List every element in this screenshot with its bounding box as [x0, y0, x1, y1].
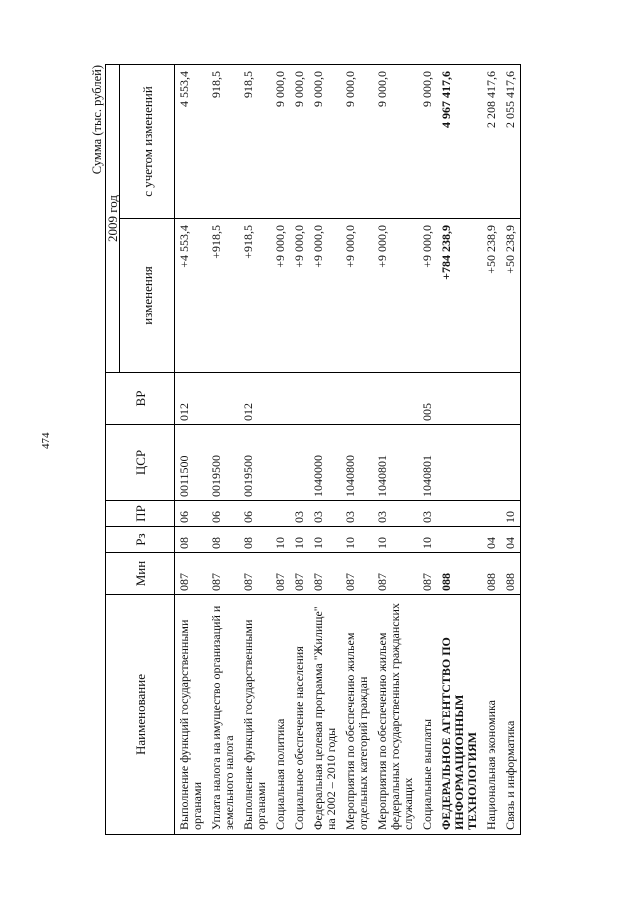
row-pr [482, 501, 501, 527]
row-rz: 10 [418, 527, 437, 553]
row-pr: 10 [501, 501, 521, 527]
row-vr [482, 373, 501, 425]
row-csr [482, 425, 501, 501]
row-name: Социальное обеспечение населения [290, 595, 309, 835]
table-body [175, 65, 521, 835]
table-row [290, 65, 309, 835]
row-with-changes: 9 000,0 [341, 65, 373, 219]
row-with-changes: 9 000,0 [290, 65, 309, 219]
row-with-changes: 2 055 417,6 [501, 65, 521, 219]
budget-table [105, 64, 521, 835]
row-csr: 1040801 [373, 425, 418, 501]
row-min: 087 [341, 553, 373, 595]
row-rz: 10 [341, 527, 373, 553]
row-csr: 0019500 [207, 425, 239, 501]
row-csr [501, 425, 521, 501]
table-row [175, 65, 208, 835]
row-pr: 06 [239, 501, 271, 527]
row-rz: 10 [271, 527, 290, 553]
row-csr: 1040000 [309, 425, 341, 501]
col-header-changes: изменения [120, 219, 175, 373]
row-changes: +918,5 [239, 219, 271, 373]
col-header-rz: Рз [106, 527, 175, 553]
col-header-pr: ПР [106, 501, 175, 527]
row-min: 087 [175, 553, 208, 595]
row-vr [437, 373, 482, 425]
col-header-name: Наименование [106, 595, 175, 835]
row-name: Выполнение функций государственными органами [175, 595, 208, 835]
table-row [341, 65, 373, 835]
row-csr: 0011500 [175, 425, 208, 501]
row-min: 087 [207, 553, 239, 595]
row-name: Социальная политика [271, 595, 290, 835]
row-with-changes: 9 000,0 [309, 65, 341, 219]
rotated-budget-table [90, 65, 570, 835]
row-rz [437, 527, 482, 553]
row-pr: 03 [309, 501, 341, 527]
row-name: Мероприятия по обеспечению жильем отдельных категорий граждан [341, 595, 373, 835]
row-name: Социальные выплаты [418, 595, 437, 835]
table-row [239, 65, 271, 835]
row-pr: 03 [418, 501, 437, 527]
row-csr [271, 425, 290, 501]
row-vr [309, 373, 341, 425]
row-rz: 10 [373, 527, 418, 553]
col-header-min: Мин [106, 553, 175, 595]
col-header-vr: ВР [106, 373, 175, 425]
row-vr [290, 373, 309, 425]
row-rz: 08 [175, 527, 208, 553]
row-csr [290, 425, 309, 501]
row-with-changes: 9 000,0 [271, 65, 290, 219]
row-min: 087 [309, 553, 341, 595]
row-name: Связь и информатика [501, 595, 521, 835]
row-vr: 012 [239, 373, 271, 425]
row-pr: 03 [373, 501, 418, 527]
row-csr: 0019500 [239, 425, 271, 501]
row-pr: 03 [290, 501, 309, 527]
row-changes: +9 000,0 [271, 219, 290, 373]
sum-unit-label: Сумма (тыс. рублей) [90, 65, 104, 175]
row-with-changes: 918,5 [207, 65, 239, 219]
row-with-changes: 9 000,0 [418, 65, 437, 219]
table-row [482, 65, 501, 835]
row-pr [437, 501, 482, 527]
row-csr [437, 425, 482, 501]
row-changes: +784 238,9 [437, 219, 482, 373]
table-row [207, 65, 239, 835]
row-pr: 03 [341, 501, 373, 527]
row-with-changes: 4 553,4 [175, 65, 208, 219]
table-row [373, 65, 418, 835]
row-rz: 08 [207, 527, 239, 553]
page-number: 474 [40, 432, 52, 449]
row-name: Выполнение функций государственными органами [239, 595, 271, 835]
row-changes: +9 000,0 [373, 219, 418, 373]
row-vr: 012 [175, 373, 208, 425]
row-name: Уплата налога на имущество организаций и земельного налога [207, 595, 239, 835]
row-rz: 08 [239, 527, 271, 553]
row-csr: 1040800 [341, 425, 373, 501]
row-with-changes: 9 000,0 [373, 65, 418, 219]
row-vr [207, 373, 239, 425]
row-changes: +50 238,9 [482, 219, 501, 373]
row-min: 087 [418, 553, 437, 595]
row-with-changes: 4 967 417,6 [437, 65, 482, 219]
row-vr: 005 [418, 373, 437, 425]
col-header-year: 2009 год [106, 65, 120, 373]
row-rz: 10 [309, 527, 341, 553]
row-vr [341, 373, 373, 425]
row-vr [373, 373, 418, 425]
row-changes: +9 000,0 [309, 219, 341, 373]
row-name: Национальная экономика [482, 595, 501, 835]
table-row [501, 65, 521, 835]
row-pr: 06 [175, 501, 208, 527]
row-with-changes: 918,5 [239, 65, 271, 219]
table-row [309, 65, 341, 835]
row-min: 088 [482, 553, 501, 595]
row-rz: 04 [482, 527, 501, 553]
row-with-changes: 2 208 417,6 [482, 65, 501, 219]
col-header-csr: ЦСР [106, 425, 175, 501]
row-changes: +4 553,4 [175, 219, 208, 373]
row-changes: +9 000,0 [418, 219, 437, 373]
row-csr: 1040801 [418, 425, 437, 501]
row-name: Федеральная целевая программа "Жилище" на 2002 – 2010 годы [309, 595, 341, 835]
row-min: 087 [271, 553, 290, 595]
row-pr [271, 501, 290, 527]
row-rz: 10 [290, 527, 309, 553]
table-row [418, 65, 437, 835]
row-rz: 04 [501, 527, 521, 553]
row-changes: +50 238,9 [501, 219, 521, 373]
row-changes: +918,5 [207, 219, 239, 373]
row-min: 088 [501, 553, 521, 595]
row-min: 087 [290, 553, 309, 595]
row-min: 087 [239, 553, 271, 595]
row-changes: +9 000,0 [341, 219, 373, 373]
row-min: 087 [373, 553, 418, 595]
row-pr: 06 [207, 501, 239, 527]
row-vr [271, 373, 290, 425]
row-name: Мероприятия по обеспечению жильем федеральных государственных гражданских служащих [373, 595, 418, 835]
row-vr [501, 373, 521, 425]
table-row [271, 65, 290, 835]
row-name: ФЕДЕРАЛЬНОЕ АГЕНТСТВО ПО ИНФОРМАЦИОННЫМ ТЕХНОЛОГИЯМ [437, 595, 482, 835]
row-min: 088 [437, 553, 482, 595]
row-changes: +9 000,0 [290, 219, 309, 373]
col-header-with-changes: с учетом изменений [120, 65, 175, 219]
table-row [437, 65, 482, 835]
